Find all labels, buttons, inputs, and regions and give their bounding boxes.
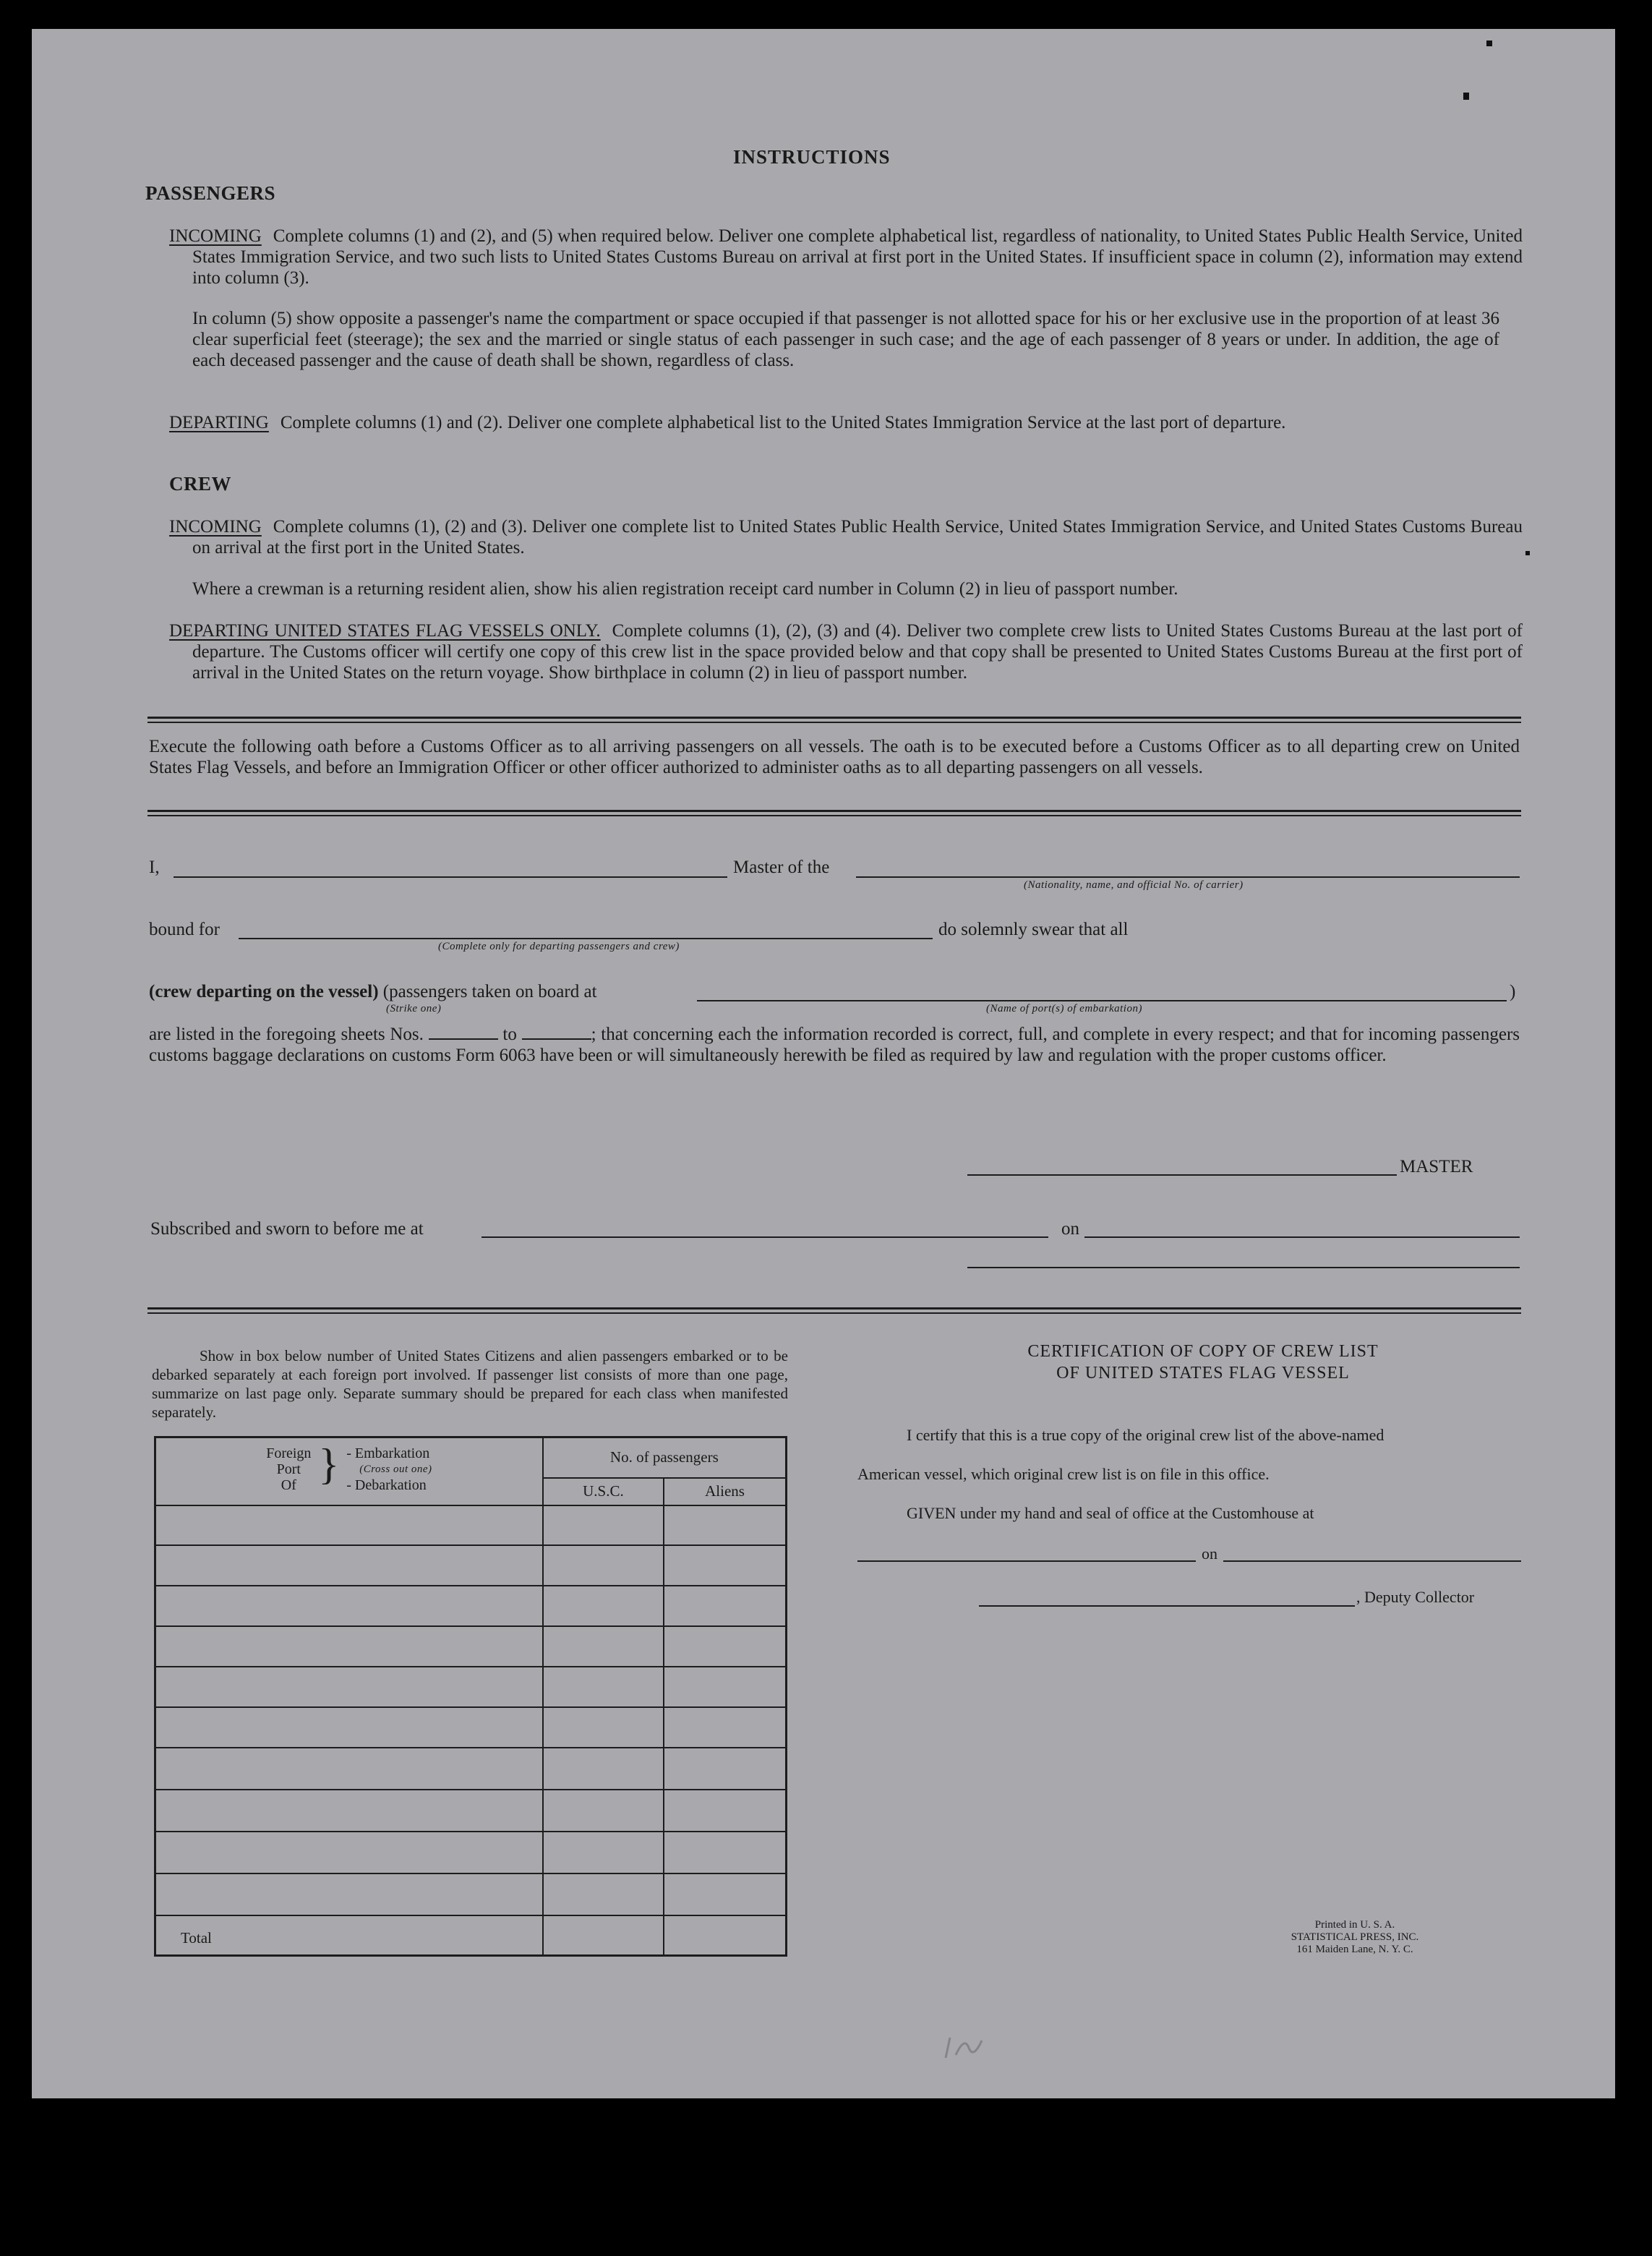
summary-instructions: Show in box below number of United States Citizens and alien passengers embarked or to be debarked separately at each foreign port involved. If passenger list consists of more than one page, summarize on last page only. Separate summary should be prepared for each class when manifested separately. (152, 1347, 788, 1421)
embarkation-label[interactable]: - Embarkation (346, 1445, 430, 1461)
table-row (155, 1667, 787, 1707)
bound-for-caption: (Complete only for departing passengers and crew) (438, 941, 680, 952)
divider (147, 1312, 1521, 1314)
form-sheet (32, 29, 1615, 2098)
crew-departing-option[interactable]: (crew departing on the vessel) (149, 982, 379, 1001)
embark-debark-options[interactable] (346, 1445, 432, 1493)
usc-cell[interactable] (543, 1790, 664, 1832)
divider (147, 815, 1521, 816)
port-caption: (Name of port(s) of embarkation) (986, 1003, 1142, 1014)
sheet-to-field[interactable] (522, 1024, 591, 1040)
sworn-on-label: on (1061, 1219, 1079, 1239)
bound-for-label: bound for (149, 920, 220, 939)
aliens-cell[interactable] (664, 1873, 786, 1915)
printer-line-1: Printed in U. S. A. (1314, 1919, 1395, 1931)
total-row (155, 1915, 787, 1956)
crew-incoming-lead: INCOMING (169, 517, 262, 537)
usc-cell[interactable] (543, 1505, 664, 1545)
port-cell[interactable] (155, 1748, 543, 1790)
certify-line-3: GIVEN under my hand and seal of office at the Customhouse at (907, 1504, 1314, 1522)
usc-header: U.S.C. (543, 1478, 664, 1505)
port-cell[interactable] (155, 1505, 543, 1545)
destination-field[interactable] (239, 938, 933, 939)
pencil-mark (940, 2033, 998, 2062)
subscribed-label: Subscribed and sworn to before me at (150, 1219, 424, 1239)
sworn-place-field[interactable] (482, 1236, 1048, 1238)
certify-on-label: on (1202, 1544, 1217, 1563)
passengers-taken-option[interactable]: (passengers taken on board at (382, 982, 597, 1001)
total-label: Total (155, 1915, 543, 1956)
master-label: MASTER (1400, 1157, 1473, 1176)
aliens-cell[interactable] (664, 1832, 786, 1873)
divider (147, 722, 1521, 723)
crew-departing-paragraph (169, 620, 1523, 683)
usc-total-cell[interactable] (543, 1915, 664, 1956)
certification-title-line-2: OF UNITED STATES FLAG VESSEL (1056, 1364, 1350, 1383)
port-header-cell (155, 1437, 543, 1505)
certify-date-field[interactable] (1223, 1560, 1521, 1562)
usc-cell[interactable] (543, 1748, 664, 1790)
oath-statement (149, 1024, 1520, 1066)
usc-cell[interactable] (543, 1586, 664, 1626)
port-cell[interactable] (155, 1790, 543, 1832)
aliens-total-cell[interactable] (664, 1915, 786, 1956)
printer-imprint (1261, 1919, 1449, 1956)
oath-statement-text: ; that concerning each the information recorded is correct, full, and complete in every respect; and that for incoming passengers customs baggage declarations on customs Form 6063 have been or will simultaneously herewith be filed as required by law and regulation with the proper customs officer. (149, 1025, 1520, 1065)
passengers-departing-lead: DEPARTING (169, 413, 269, 432)
port-cell[interactable] (155, 1586, 543, 1626)
certification-title (885, 1341, 1521, 1384)
usc-cell[interactable] (543, 1545, 664, 1586)
table-row (155, 1626, 787, 1667)
sworn-date-field[interactable] (1084, 1236, 1520, 1238)
port-cell[interactable] (155, 1667, 543, 1707)
pencil-scribble-icon (940, 2033, 998, 2062)
scan-speck (1486, 40, 1492, 46)
crew-heading: CREW (169, 473, 232, 495)
scan-speck (1525, 551, 1530, 555)
table-row (155, 1832, 787, 1873)
usc-cell[interactable] (543, 1626, 664, 1667)
crew-departing-lead: DEPARTING UNITED STATES FLAG VESSELS ONLY. (169, 621, 601, 641)
aliens-cell[interactable] (664, 1505, 786, 1545)
aliens-cell[interactable] (664, 1626, 786, 1667)
certify-line-2: American vessel, which original crew list is on file in this office. (857, 1465, 1270, 1483)
master-of-the-label: Master of the (733, 858, 830, 877)
table-row (155, 1707, 787, 1748)
instructions-title: INSTRUCTIONS (733, 146, 891, 168)
passengers-heading: PASSENGERS (145, 182, 276, 204)
strike-one-caption: (Strike one) (386, 1003, 442, 1014)
aliens-cell[interactable] (664, 1707, 786, 1748)
aliens-cell[interactable] (664, 1545, 786, 1586)
scan-speck (1463, 93, 1469, 100)
sheets-label: are listed in the foregoing sheets Nos. (149, 1025, 424, 1044)
crew-incoming-paragraph (169, 516, 1523, 558)
certify-line-1: I certify that this is a true copy of the original crew list of the above-named (907, 1426, 1384, 1444)
table-row (155, 1545, 787, 1586)
passengers-departing-paragraph (169, 412, 1523, 433)
usc-cell[interactable] (543, 1832, 664, 1873)
carrier-caption: (Nationality, name, and official No. of carrier) (1024, 879, 1244, 891)
crew-incoming-text: Complete columns (1), (2) and (3). Deliver one complete list to United States Public Health Service, United States Immigration Service, and United States Customs Bureau on arrival at the first port in the United States. (192, 517, 1523, 557)
brace-glyph: } (318, 1440, 340, 1488)
certification-title-line-1: CERTIFICATION OF COPY OF CREW LIST (1027, 1342, 1379, 1361)
usc-cell[interactable] (543, 1707, 664, 1748)
divider (147, 717, 1521, 719)
passengers-column5-paragraph: In column (5) show opposite a passenger's name the compartment or space occupied if that passenger is not allotted space for his or her exclusive use in the proportion of at least 36 clear superficial feet (steerage); the sex and the married or single status of each passenger in such case; and the age of each passenger of 8 years or under. In addition, the age of each deceased passenger and the cause of death shall be shown, regardless of class. (192, 309, 1499, 370)
divider (147, 1307, 1521, 1309)
table-row (155, 1873, 787, 1915)
master-signature-field[interactable] (967, 1174, 1397, 1176)
divider (147, 810, 1521, 812)
port-cell[interactable] (155, 1873, 543, 1915)
crew-resident-alien-paragraph: Where a crewman is a returning resident alien, show his alien registration receipt card number in Column (2) in lieu of passport number. (192, 579, 1178, 599)
deputy-collector-label: , Deputy Collector (1356, 1588, 1475, 1606)
crew-departing-text: Complete columns (1), (2), (3) and (4). Deliver two complete crew lists to United States Customs Bureau at the last port of departure. The Customs officer will certify one copy of this crew list in the space provided below and that copy shall be presented to United States Customs Bureau at the first port of arrival in the United States on the return voyage. Show birthplace in column (2) in lieu of passport number. (192, 621, 1523, 683)
aliens-cell[interactable] (664, 1790, 786, 1832)
sheet-from-field[interactable] (429, 1024, 498, 1040)
customhouse-field[interactable] (857, 1560, 1196, 1562)
close-paren: ) (1510, 982, 1516, 1001)
carrier-field[interactable] (856, 876, 1520, 878)
port-cell[interactable] (155, 1545, 543, 1586)
table-row (155, 1505, 787, 1545)
printer-line-2: STATISTICAL PRESS, INC. (1291, 1931, 1419, 1943)
officer-signature-field[interactable] (967, 1267, 1520, 1268)
table-row (155, 1790, 787, 1832)
no-of-passengers-header: No. of passengers (543, 1437, 787, 1478)
cross-out-caption: (Cross out one) (359, 1464, 432, 1475)
passengers-incoming-lead: INCOMING (169, 226, 262, 246)
port-cell[interactable] (155, 1707, 543, 1748)
sheets-to-label: to (502, 1025, 517, 1044)
deputy-signature-field[interactable] (979, 1605, 1355, 1607)
table-row (155, 1586, 787, 1626)
passenger-summary-table (154, 1436, 787, 1957)
passengers-departing-text: Complete columns (1) and (2). Deliver one complete alphabetical list to the United States Immigration Service at the last port of departure. (280, 413, 1286, 432)
port-cell[interactable] (155, 1626, 543, 1667)
aliens-cell[interactable] (664, 1748, 786, 1790)
i-label: I, (149, 858, 160, 877)
passengers-incoming-text: Complete columns (1) and (2), and (5) when required below. Deliver one complete alphabetical list, regardless of nationality, to United States Public Health Service, United States Immigration Service, and two such lists to United States Customs Bureau on arrival at first port in the United States. If insufficient space in column (2), information may extend into column (3). (192, 226, 1523, 288)
foreign-port-of-label: Foreign Port Of (266, 1445, 312, 1493)
usc-cell[interactable] (543, 1873, 664, 1915)
aliens-cell[interactable] (664, 1667, 786, 1707)
table-row (155, 1748, 787, 1790)
embarkation-port-field[interactable] (697, 1000, 1507, 1001)
strike-one-options (149, 982, 597, 1002)
port-cell[interactable] (155, 1832, 543, 1873)
passengers-incoming-paragraph (169, 226, 1523, 289)
swear-label: do solemnly swear that all (938, 920, 1129, 939)
oath-instructions: Execute the following oath before a Customs Officer as to all arriving passengers on all vessels. The oath is to be executed before a Customs Officer as to all departing crew on United States Flag Vessels, and before an Immigration Officer or other officer authorized to administer oaths as to all departing passengers on all vessels. (149, 737, 1520, 777)
printer-line-3: 161 Maiden Lane, N. Y. C. (1296, 1944, 1413, 1955)
debarkation-label[interactable]: - Debarkation (346, 1477, 427, 1493)
usc-cell[interactable] (543, 1667, 664, 1707)
aliens-header: Aliens (664, 1478, 786, 1505)
master-name-field[interactable] (174, 876, 727, 878)
aliens-cell[interactable] (664, 1586, 786, 1626)
